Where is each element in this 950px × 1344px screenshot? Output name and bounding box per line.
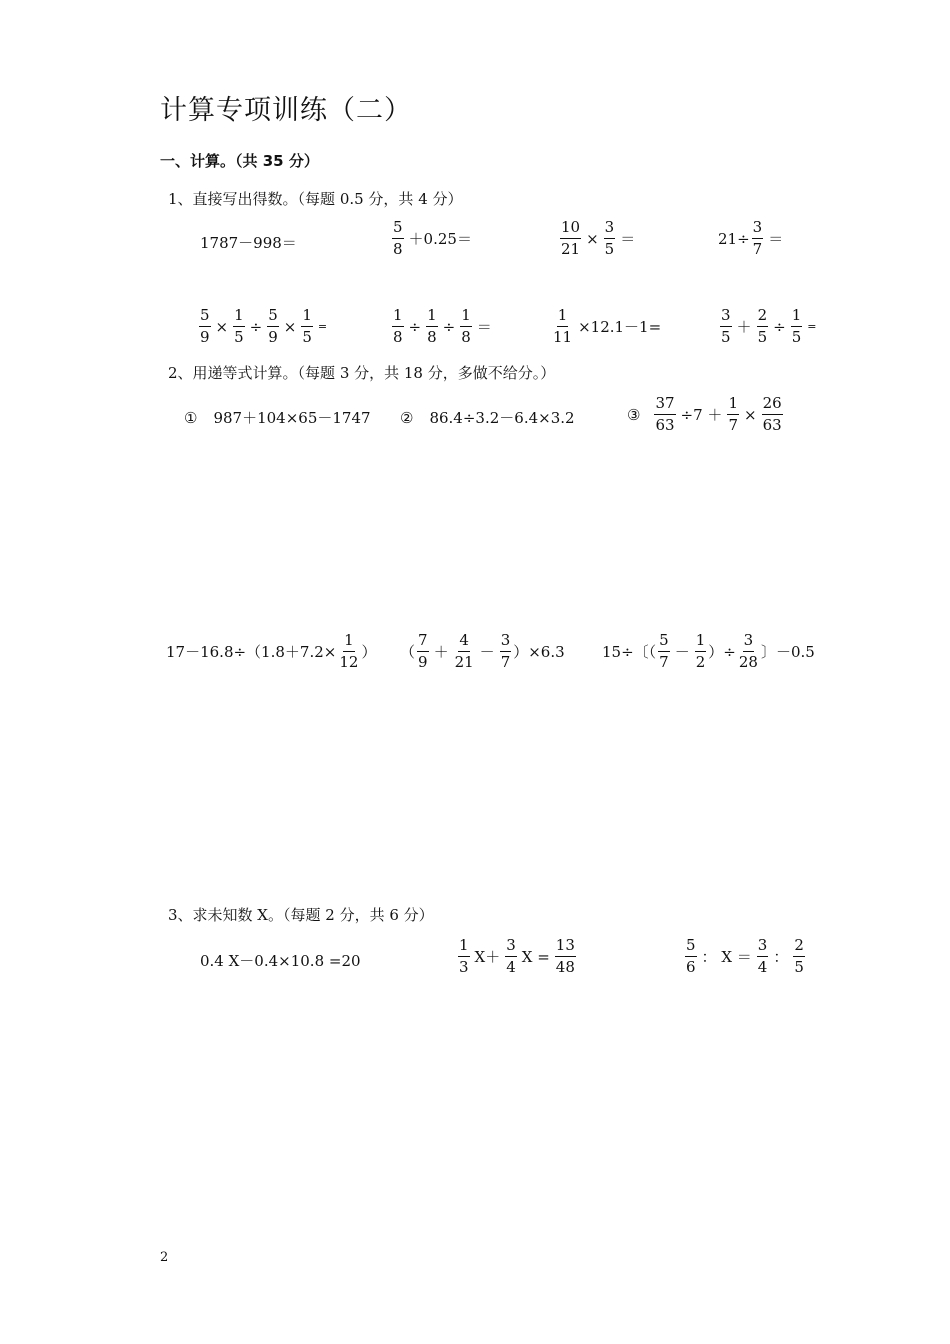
numerator: 2 bbox=[793, 938, 805, 957]
fraction bbox=[552, 308, 573, 345]
fraction bbox=[267, 308, 279, 345]
expr-text: ： bbox=[773, 948, 789, 966]
denominator: 7 bbox=[500, 653, 511, 671]
fraction bbox=[338, 633, 359, 670]
expr-text: = bbox=[317, 320, 328, 333]
expr-text: ×12.1－1= bbox=[578, 318, 662, 336]
denominator: 63 bbox=[655, 416, 675, 434]
fraction bbox=[458, 938, 470, 975]
page-title: 计算专项训练（二） bbox=[160, 95, 412, 126]
numerator: 37 bbox=[654, 396, 675, 415]
operator: ÷ bbox=[442, 317, 456, 336]
expr-text: 〕－0.5 bbox=[760, 643, 815, 661]
denominator: 4 bbox=[757, 958, 768, 976]
numerator: 26 bbox=[762, 396, 783, 415]
q1-row2-expr3 bbox=[550, 308, 664, 345]
denominator: 2 bbox=[695, 653, 706, 671]
fraction bbox=[560, 220, 581, 257]
expr-text: ）×6.3 bbox=[513, 643, 565, 661]
denominator: 7 bbox=[752, 240, 763, 258]
numerator: 1 bbox=[727, 396, 739, 415]
fraction bbox=[500, 633, 512, 670]
expr-text: （ bbox=[400, 643, 416, 661]
q1-row2-expr2 bbox=[390, 308, 495, 345]
expr-text: 17－16.8÷（1.8＋7.2× bbox=[166, 643, 337, 661]
denominator: 5 bbox=[302, 328, 312, 346]
q1-row2-expr4 bbox=[718, 308, 819, 345]
fraction bbox=[417, 633, 429, 670]
q2-problem-6 bbox=[602, 633, 815, 670]
operator: ÷ bbox=[773, 317, 786, 336]
denominator: 9 bbox=[268, 328, 278, 346]
question-2-heading: 2、用递等式计算。（每题 3 分，共 18 分，多做不给分。） bbox=[168, 364, 556, 382]
fraction bbox=[505, 938, 517, 975]
q2-problem-4 bbox=[166, 633, 376, 670]
denominator: 28 bbox=[738, 653, 758, 671]
operator: ÷7 ＋ bbox=[680, 406, 723, 424]
numerator: 5 bbox=[658, 633, 670, 652]
denominator: 8 bbox=[393, 328, 403, 346]
denominator: 48 bbox=[555, 958, 575, 976]
fraction bbox=[199, 308, 211, 345]
fraction bbox=[695, 633, 707, 670]
fraction bbox=[460, 308, 472, 345]
fraction bbox=[757, 308, 769, 345]
q3-equation-3 bbox=[683, 938, 807, 975]
operator: ÷ bbox=[249, 317, 263, 336]
fraction bbox=[757, 938, 769, 975]
page-number: 2 bbox=[160, 1250, 169, 1265]
operator: × bbox=[283, 317, 297, 336]
numerator: 3 bbox=[757, 938, 769, 957]
denominator: 21 bbox=[561, 240, 581, 258]
expr-text: 987＋104×65－1747 bbox=[213, 409, 371, 427]
numerator: 1 bbox=[233, 308, 245, 327]
operator: － bbox=[479, 643, 495, 661]
q1-row2-expr1 bbox=[197, 308, 330, 345]
expr-text: X = bbox=[521, 947, 550, 966]
q1-row1-expr2 bbox=[390, 220, 475, 257]
denominator: 8 bbox=[393, 240, 403, 258]
numerator: 1 bbox=[301, 308, 313, 327]
expr-text: X＋ bbox=[474, 948, 501, 966]
fraction bbox=[654, 396, 675, 433]
denominator: 5 bbox=[757, 328, 768, 346]
expr-text: 1787－998＝ bbox=[200, 234, 297, 252]
numerator: 1 bbox=[695, 633, 707, 652]
fraction bbox=[727, 396, 739, 433]
numerator: 1 bbox=[458, 938, 470, 957]
fraction bbox=[392, 220, 404, 257]
denominator: 9 bbox=[418, 653, 428, 671]
numerator: 10 bbox=[560, 220, 581, 239]
numerator: 5 bbox=[392, 220, 404, 239]
fraction bbox=[426, 308, 438, 345]
numerator: 5 bbox=[199, 308, 211, 327]
expr-text: 15÷〔（ bbox=[602, 643, 657, 661]
numerator: 3 bbox=[604, 220, 616, 239]
fraction bbox=[555, 938, 576, 975]
fraction bbox=[392, 308, 404, 345]
expr-text: ＝ bbox=[476, 318, 492, 336]
q2-problem-3 bbox=[627, 396, 785, 433]
fraction bbox=[604, 220, 616, 257]
numerator: 13 bbox=[555, 938, 576, 957]
denominator: 3 bbox=[459, 958, 469, 976]
expr-text: ＝ bbox=[768, 230, 784, 248]
expr-text: ） bbox=[361, 643, 377, 661]
numerator: 1 bbox=[460, 308, 472, 327]
denominator: 63 bbox=[762, 416, 782, 434]
expr-text: 21÷ bbox=[718, 229, 750, 248]
denominator: 7 bbox=[659, 653, 669, 671]
operator: × bbox=[743, 405, 757, 424]
fraction bbox=[762, 396, 783, 433]
fraction bbox=[793, 938, 805, 975]
denominator: 5 bbox=[791, 328, 802, 346]
expr-text: ＋0.25＝ bbox=[408, 230, 472, 248]
expr-text: ＝ bbox=[620, 230, 636, 248]
fraction bbox=[752, 220, 764, 257]
expr-text: ： X ＝ bbox=[701, 948, 752, 966]
fraction bbox=[720, 308, 732, 345]
denominator: 11 bbox=[553, 328, 573, 346]
denominator: 4 bbox=[506, 958, 516, 976]
numerator: 5 bbox=[685, 938, 697, 957]
operator: ）÷ bbox=[708, 643, 736, 661]
fraction bbox=[791, 308, 803, 345]
denominator: 5 bbox=[234, 328, 244, 346]
numerator: 1 bbox=[557, 308, 569, 327]
fraction bbox=[301, 308, 313, 345]
numerator: 1 bbox=[392, 308, 404, 327]
circled-number: ③ bbox=[627, 405, 641, 424]
question-3-heading: 3、求未知数 X。（每题 2 分，共 6 分） bbox=[168, 906, 434, 924]
denominator: 5 bbox=[604, 240, 615, 258]
fraction bbox=[738, 633, 759, 670]
q1-row1-expr4 bbox=[718, 220, 786, 257]
denominator: 8 bbox=[427, 328, 437, 346]
operator: ＋ bbox=[433, 643, 449, 661]
numerator: 1 bbox=[791, 308, 803, 327]
operator: － bbox=[674, 643, 690, 661]
q2-problem-5 bbox=[400, 633, 565, 670]
q1-row1-expr3 bbox=[558, 220, 638, 257]
fraction bbox=[233, 308, 245, 345]
numerator: 3 bbox=[743, 633, 755, 652]
denominator: 12 bbox=[339, 653, 359, 671]
fraction bbox=[454, 633, 475, 670]
numerator: 3 bbox=[505, 938, 517, 957]
expr-text: 86.4÷3.2－6.4×3.2 bbox=[429, 409, 575, 427]
numerator: 4 bbox=[458, 633, 470, 652]
denominator: 8 bbox=[461, 328, 471, 346]
denominator: 5 bbox=[794, 958, 804, 976]
denominator: 6 bbox=[686, 958, 696, 976]
operator: ＋ bbox=[736, 318, 752, 336]
numerator: 1 bbox=[426, 308, 438, 327]
circled-number: ② bbox=[400, 408, 414, 427]
expr-text: = bbox=[807, 320, 817, 333]
operator: × bbox=[586, 229, 599, 248]
numerator: 3 bbox=[752, 220, 764, 239]
fraction bbox=[685, 938, 697, 975]
expr-text: 0.4 X－0.4×10.8 =20 bbox=[200, 952, 361, 970]
circled-number: ① bbox=[184, 408, 198, 427]
numerator: 5 bbox=[267, 308, 279, 327]
numerator: 1 bbox=[343, 633, 355, 652]
operator: × bbox=[215, 317, 229, 336]
q1-row1-expr1 bbox=[200, 232, 297, 253]
numerator: 3 bbox=[720, 308, 732, 327]
q2-problem-2 bbox=[400, 407, 575, 428]
operator: ÷ bbox=[408, 317, 422, 336]
q3-equation-2 bbox=[456, 938, 578, 975]
fraction bbox=[658, 633, 670, 670]
question-1-heading: 1、直接写出得数。（每题 0.5 分，共 4 分） bbox=[168, 190, 463, 208]
denominator: 5 bbox=[721, 328, 731, 346]
denominator: 7 bbox=[728, 416, 738, 434]
denominator: 21 bbox=[454, 653, 474, 671]
section-heading: 一、计算。（共 35 分） bbox=[160, 152, 319, 170]
denominator: 9 bbox=[200, 328, 210, 346]
numerator: 7 bbox=[417, 633, 429, 652]
numerator: 3 bbox=[500, 633, 512, 652]
q2-problem-1 bbox=[184, 407, 371, 428]
numerator: 2 bbox=[757, 308, 769, 327]
q3-equation-1 bbox=[200, 950, 361, 971]
